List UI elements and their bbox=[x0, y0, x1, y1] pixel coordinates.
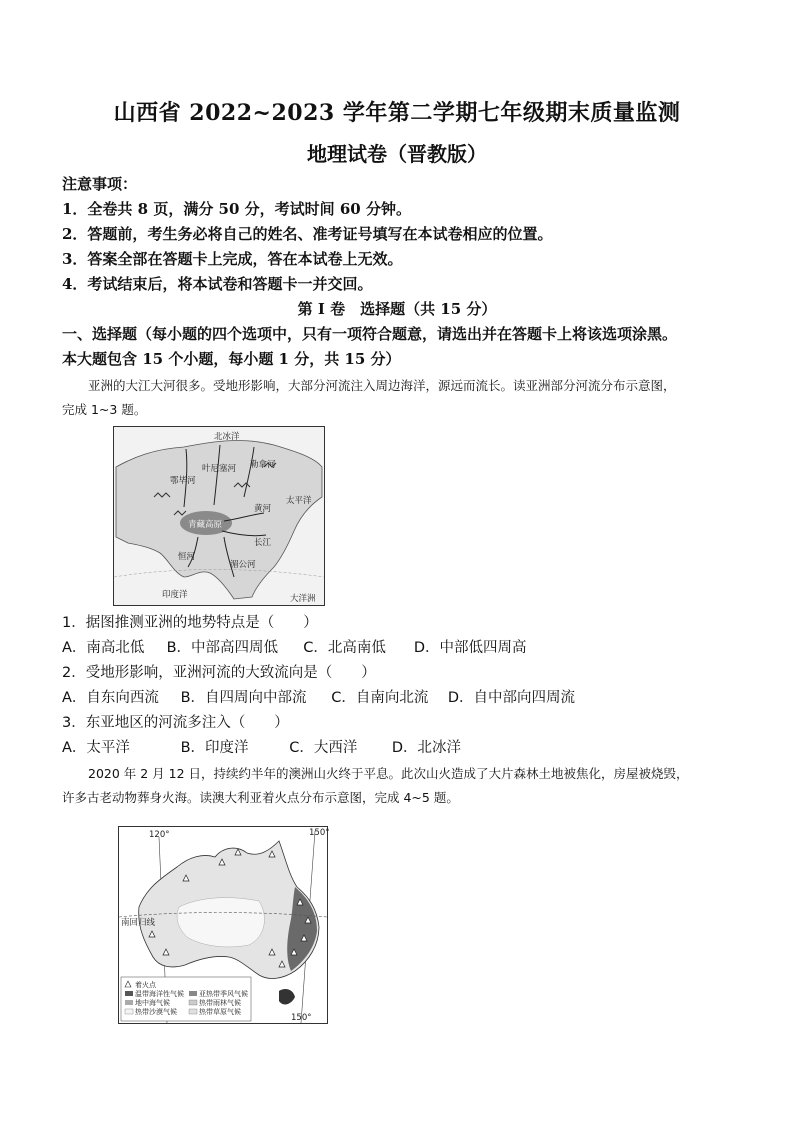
q3-option-d[interactable]: D．北冰洋 bbox=[391, 740, 461, 756]
legend-marine: 温带海洋性气候 bbox=[135, 990, 184, 998]
label-oceania: 大洋洲 bbox=[290, 594, 316, 604]
q1-option-c[interactable]: C．北高南低 bbox=[303, 640, 386, 656]
notice-item-2: 2．答题前，考生务必将自己的姓名、准考证号填写在本试卷相应的位置。 bbox=[62, 225, 553, 243]
label-yellow: 黄河 bbox=[254, 504, 272, 514]
legend-desert: 热带沙漠气候 bbox=[135, 1008, 177, 1016]
legend-mediterranean: 地中海气候 bbox=[135, 999, 170, 1007]
question-2-options bbox=[62, 686, 575, 707]
q1-option-a[interactable]: A．南高北低 bbox=[62, 640, 145, 656]
passage1-line1: 亚洲的大江大河很多。受地形影响，大部分河流注入周边海洋，源远而流长。读亚洲部分河流分布示意图， bbox=[88, 378, 676, 393]
section-title: 第 I 卷 选择题（共 15 分） bbox=[297, 300, 497, 318]
passage2-line2: 许多古老动物葬身火海。读澳大利亚着火点分布示意图，完成 4~5 题。 bbox=[62, 790, 459, 805]
asia-river-map bbox=[113, 426, 325, 606]
label-arctic: 北冰洋 bbox=[214, 432, 240, 442]
question-3-options bbox=[62, 736, 461, 757]
question-2-stem: 2．受地形影响，亚洲河流的大致流向是（ ） bbox=[62, 665, 376, 681]
label-mekong: 湄公河 bbox=[230, 560, 256, 570]
q2-option-d[interactable]: D．自中部向四周流 bbox=[447, 690, 575, 706]
q1-option-b[interactable]: B．中部高四周低 bbox=[166, 640, 279, 656]
q1-option-d[interactable]: D．中部低四周高 bbox=[413, 640, 527, 656]
label-yenisei: 叶尼塞河 bbox=[202, 464, 237, 474]
lon-label-120: 120° bbox=[149, 830, 170, 840]
section-instruction-2: 本大题包含 15 个小题，每小题 1 分，共 15 分） bbox=[62, 350, 401, 368]
legend-rainforest: 热带雨林气候 bbox=[199, 999, 241, 1007]
question-3-stem: 3．东亚地区的河流多注入（ ） bbox=[62, 715, 289, 731]
question-1-options bbox=[62, 636, 527, 657]
page-title: 山西省 2022~2023 学年第二学期七年级期末质量监测 bbox=[113, 100, 681, 126]
passage1-line2: 完成 1~3 题。 bbox=[62, 402, 147, 417]
label-tibet: 青藏高原 bbox=[188, 520, 223, 530]
label-pacific: 太平洋 bbox=[286, 496, 312, 506]
legend-subtropical: 亚热带季风气候 bbox=[199, 990, 248, 998]
q2-option-b[interactable]: B．自四周向中部流 bbox=[180, 690, 307, 706]
australia-fire-map bbox=[118, 826, 328, 1024]
legend-fire: 着火点 bbox=[135, 981, 156, 989]
page-subtitle: 地理试卷（晋教版） bbox=[307, 142, 487, 166]
label-indian: 印度洋 bbox=[162, 590, 188, 600]
legend-savanna: 热带草原气候 bbox=[199, 1008, 241, 1016]
notice-item-4: 4．考试结束后，将本试卷和答题卡一并交回。 bbox=[62, 275, 373, 293]
q2-option-a[interactable]: A．自东向西流 bbox=[62, 690, 159, 706]
lon-label-150-top: 150° bbox=[309, 828, 330, 838]
label-lena: 勒拿河 bbox=[250, 460, 276, 470]
q3-option-a[interactable]: A．太平洋 bbox=[62, 740, 130, 756]
label-ob: 鄂毕河 bbox=[170, 476, 196, 486]
label-yangtze: 长江 bbox=[254, 538, 272, 548]
section-instruction-1: 一、选择题（每小题的四个选项中，只有一项符合题意，请选出并在答题卡上将该选项涂黑。 bbox=[62, 325, 678, 343]
q3-option-c[interactable]: C．大西洋 bbox=[289, 740, 358, 756]
q3-option-b[interactable]: B．印度洋 bbox=[180, 740, 249, 756]
tropic-label: 南回归线 bbox=[121, 918, 156, 928]
notice-item-3: 3．答案全部在答题卡上完成，答在本试卷上无效。 bbox=[62, 250, 403, 268]
passage2-line1: 2020 年 2 月 12 日，持续约半年的澳洲山火终于平息。此次山火造成了大片森林土地被焦化，房屋被烧毁， bbox=[88, 766, 689, 781]
question-1-stem: 1．据图推测亚洲的地势特点是（ ） bbox=[62, 615, 318, 631]
q2-option-c[interactable]: C．自南向北流 bbox=[331, 690, 429, 706]
notice-item-1: 1．全卷共 8 页，满分 50 分，考试时间 60 分钟。 bbox=[62, 200, 411, 218]
notice-heading: 注意事项： bbox=[62, 175, 138, 193]
lon-label-150-bottom: 150° bbox=[291, 1013, 312, 1023]
label-ganges: 恒河 bbox=[178, 552, 196, 562]
